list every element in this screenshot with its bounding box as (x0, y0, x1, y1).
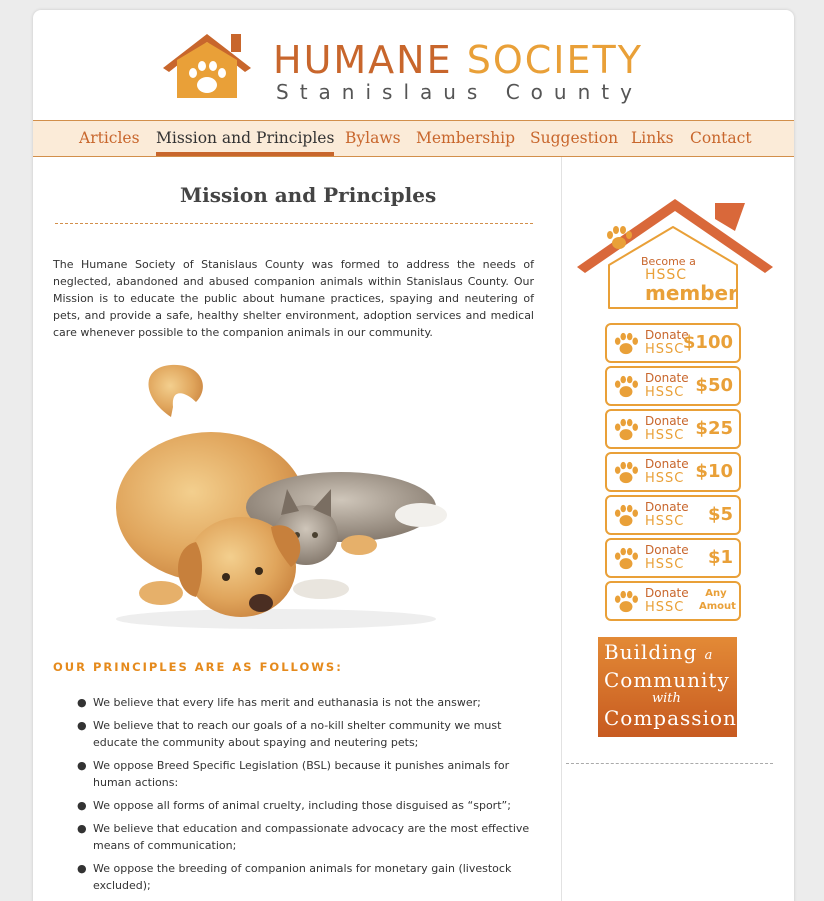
paw-icon (613, 547, 639, 571)
donate-amount: $1 (707, 547, 733, 568)
become-member-button[interactable] (605, 225, 741, 310)
banner-word-a: a (704, 648, 714, 663)
principle-text: We oppose Breed Specific Legislation (BSL) because it punishes animals for human actions: (93, 759, 510, 789)
banner-line1 (604, 640, 737, 668)
site-title[interactable] (273, 40, 643, 80)
nav-item-mission-and-principles[interactable]: Mission and Principles (156, 121, 334, 156)
donate-org: HSSC (645, 600, 685, 615)
list-item (75, 797, 535, 814)
donate-amount: $10 (695, 461, 733, 482)
donate-amount: Any Amout (699, 588, 736, 612)
community-banner[interactable] (598, 637, 737, 737)
donate-button[interactable] (605, 366, 741, 406)
site-title-word2: SOCIETY (466, 38, 643, 82)
donate-org: HSSC (645, 385, 685, 400)
bullet-icon: ● (77, 719, 87, 732)
bullet-icon: ● (77, 799, 87, 812)
principle-text: We believe that every life has merit and euthanasia is not the answer; (93, 696, 481, 709)
list-item (75, 717, 535, 751)
sidebar (563, 157, 794, 901)
site-title-word1: HUMANE (273, 38, 453, 82)
paw-icon (613, 418, 639, 442)
principle-text: We believe that education and compassionate advocacy are the most effective means of communication; (93, 822, 530, 852)
donate-label: Donate (645, 414, 689, 428)
donate-button[interactable] (605, 495, 741, 535)
paw-icon (613, 590, 639, 614)
principles-list (75, 694, 535, 900)
bullet-icon: ● (77, 822, 87, 835)
list-item (75, 860, 535, 894)
main-nav (33, 120, 794, 157)
site-header (33, 10, 794, 120)
donate-label: Donate (645, 500, 689, 514)
bullet-icon: ● (77, 696, 87, 709)
donate-button[interactable] (605, 581, 741, 621)
member-line2: HSSC (645, 267, 688, 283)
main-content (33, 157, 562, 901)
donate-button[interactable] (605, 409, 741, 449)
paw-icon (605, 225, 633, 251)
paw-icon (613, 332, 639, 356)
donate-org: HSSC (645, 557, 685, 572)
bullet-icon: ● (77, 862, 87, 875)
donate-org: HSSC (645, 514, 685, 529)
principle-text: We oppose all forms of animal cruelty, including those disguised as “sport”; (93, 799, 511, 812)
list-item (75, 820, 535, 854)
house-paw-icon[interactable] (161, 30, 253, 102)
member-line1: Become a (641, 255, 696, 268)
donate-button[interactable] (605, 452, 741, 492)
donate-amount: $100 (682, 332, 733, 353)
donate-label: Donate (645, 328, 689, 342)
list-item (75, 694, 535, 711)
principle-text: We believe that to reach our goals of a no-kill shelter community we must educate the community about spaying and neutering pets; (93, 719, 502, 749)
paw-icon (613, 461, 639, 485)
title-divider (55, 223, 533, 224)
mission-intro: The Humane Society of Stanislaus County was formed to address the needs of neglected, abandoned and abused companion animals within Stanislaus County. Our Mission is to educate the public about humane practices, spaying and neutering of pets, and provide a safe, healthy shelter environment, adoption services and medical care whenever possible to the companion animals in our community. (53, 258, 534, 339)
donate-org: HSSC (645, 428, 685, 443)
nav-item-suggestion[interactable]: Suggestion (530, 129, 619, 147)
bullet-icon: ● (77, 759, 87, 772)
donate-amount: $50 (695, 375, 733, 396)
principles-heading: OUR PRINCIPLES ARE AS FOLLOWS: (53, 660, 343, 674)
list-item (75, 757, 535, 791)
site-subtitle: Stanislaus County (276, 80, 643, 104)
page (33, 10, 794, 901)
nav-item-links[interactable]: Links (631, 129, 674, 147)
page-title: Mission and Principles (180, 183, 437, 207)
nav-item-articles[interactable]: Articles (79, 129, 140, 147)
member-line3: member (645, 281, 738, 305)
donate-amount: $25 (695, 418, 733, 439)
donate-amount: $5 (707, 504, 733, 525)
principle-text: We oppose the breeding of companion animals for monetary gain (livestock excluded); (93, 862, 512, 892)
donate-button[interactable] (605, 323, 741, 363)
banner-word-community: Community (604, 668, 730, 692)
donate-label: Donate (645, 543, 689, 557)
donate-label: Donate (645, 586, 689, 600)
banner-word-building: Building (604, 640, 698, 664)
sidebar-divider (566, 763, 773, 764)
nav-item-contact[interactable]: Contact (690, 129, 752, 147)
banner-word-compassion: Compassion (604, 706, 737, 730)
paw-icon (613, 504, 639, 528)
donate-label: Donate (645, 457, 689, 471)
paw-icon (613, 375, 639, 399)
donate-org: HSSC (645, 342, 685, 357)
nav-item-bylaws[interactable]: Bylaws (345, 129, 401, 147)
nav-item-membership[interactable]: Membership (416, 129, 516, 147)
dog-and-cat-photo (101, 357, 451, 637)
donate-org: HSSC (645, 471, 685, 486)
donate-label: Donate (645, 371, 689, 385)
donate-button[interactable] (605, 538, 741, 578)
banner-word-with: with (652, 691, 681, 706)
